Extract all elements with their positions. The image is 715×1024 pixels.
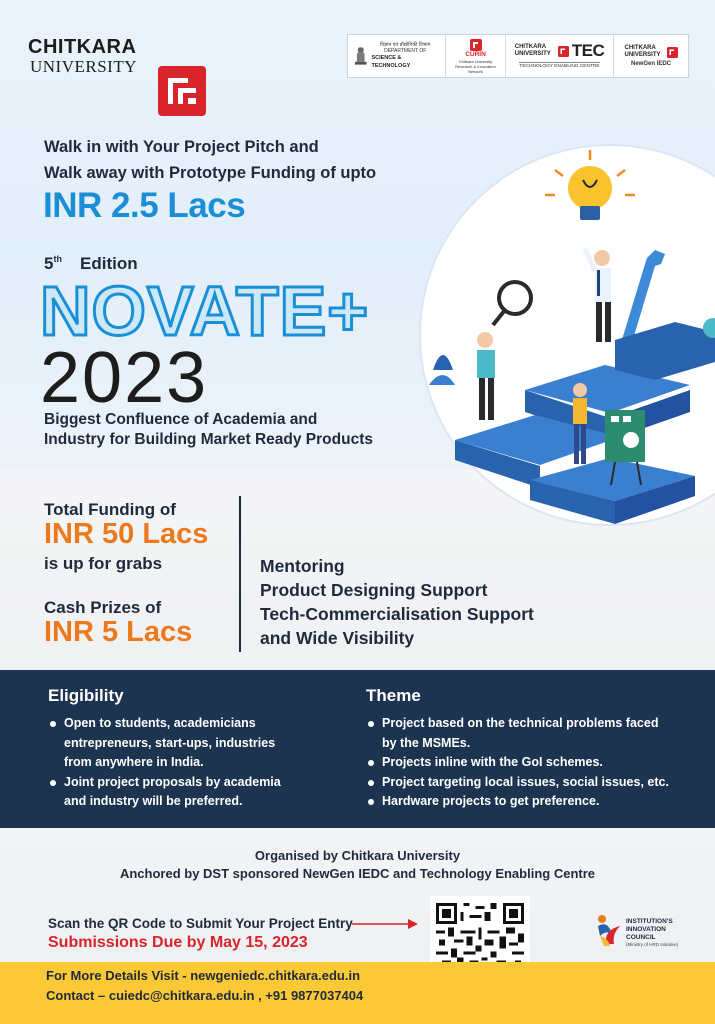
eligibility-list: [48, 714, 338, 812]
brand-sub: UNIVERSITY: [30, 57, 137, 76]
scan-instruction: Scan the QR Code to Submit Your Project Entry: [48, 916, 353, 931]
iedc-mark-icon: [667, 47, 678, 58]
eligibility-item: Open to students, academicians entrepreneurs, start-ups, industries from anywhere in India.: [48, 714, 338, 773]
eligibility-heading: Eligibility: [48, 686, 124, 705]
organiser-line2: Anchored by DST sponsored NewGen IEDC and Technology Enabling Centre: [119, 866, 596, 881]
iedc-logo: [614, 35, 688, 77]
theme-heading: Theme: [366, 686, 421, 705]
organiser-line1: Organised by Chitkara University: [254, 848, 461, 863]
section-divider: [239, 496, 241, 652]
tagline-line2: Industry for Building Market Ready Products: [44, 431, 373, 448]
tec-mark: TEC: [571, 41, 605, 60]
total-funding-label: Total Funding of: [44, 500, 176, 519]
headline-line2: Walk away with Prototype Funding of upto: [44, 164, 377, 182]
dst-logo: [348, 35, 446, 77]
curin-title: CURIN: [465, 50, 486, 58]
benefit-item: Tech-Commercialisation Support: [260, 604, 534, 624]
submission-deadline: Submissions Due by May 15, 2023: [48, 934, 308, 951]
dst-line2: DEPARTMENT OF: [384, 48, 427, 54]
theme-item: Hardware projects to get preference.: [366, 792, 706, 812]
contact-info[interactable]: Contact – cuiedc@chitkara.edu.in , +91 9877037404: [46, 988, 364, 1003]
iic-title: INSTITUTION'S INNOVATION COUNCIL: [626, 918, 673, 941]
iic-sub: (Ministry of HRD Initiative): [626, 942, 679, 947]
prototype-funding-amount: INR 2.5 Lacs: [43, 186, 246, 225]
tec-sub: TECHNOLOGY ENABLING CENTRE: [519, 64, 600, 69]
tec-uni: CHITKARA UNIVERSITY: [514, 44, 551, 57]
total-funding-amount: INR 50 Lacs: [44, 518, 209, 550]
curin-logo: [446, 35, 506, 77]
dst-hindi: विज्ञान एवं प्रौद्योगिकी विभाग: [379, 42, 431, 48]
arrow-right-icon: [352, 918, 418, 930]
edition-label: Edition: [80, 254, 138, 273]
chitkara-logo: [28, 36, 137, 76]
benefit-item: and Wide Visibility: [260, 628, 415, 648]
theme-item: Project targeting local issues, social issues, etc.: [366, 773, 706, 793]
tagline-line1: Biggest Confluence of Academia and: [44, 411, 318, 428]
emblem-icon: [354, 45, 367, 67]
iedc-sub: NewGen IEDC: [630, 61, 671, 67]
theme-list: [366, 714, 706, 812]
headline-line1: Walk in with Your Project Pitch and: [44, 138, 319, 156]
iic-mark-icon: [596, 914, 624, 948]
dst-line3: SCIENCE & TECHNOLOGY: [371, 55, 411, 69]
chitkara-mark-icon: [158, 66, 206, 116]
brand-name: CHITKARA: [28, 36, 137, 58]
curin-mark-icon: [470, 39, 482, 51]
benefit-item: Mentoring: [260, 556, 345, 576]
theme-item: Projects inline with the GoI schemes.: [366, 753, 706, 773]
partner-logos: [347, 34, 689, 78]
curin-sub: Chitkara University Research & Innovation Network: [455, 58, 496, 74]
benefits-list: [260, 554, 534, 650]
event-year: 2023: [40, 338, 209, 418]
edition-number: 5th: [44, 254, 62, 273]
tec-mark-icon: [558, 46, 569, 57]
tec-logo: [506, 35, 614, 77]
cash-prize-amount: INR 5 Lacs: [44, 616, 193, 648]
iic-logo: [596, 914, 686, 964]
eligibility-item: Joint project proposals by academia and industry will be preferred.: [48, 773, 338, 812]
total-funding-suffix: is up for grabs: [44, 554, 163, 573]
event-title: NOVATE+: [40, 272, 370, 350]
benefit-item: Product Designing Support: [260, 580, 488, 600]
details-link[interactable]: For More Details Visit - newgeniedc.chitkara.edu.in: [46, 968, 361, 983]
innovation-illustration: [415, 140, 715, 540]
iedc-uni: CHITKARA UNIVERSITY: [624, 45, 661, 58]
theme-item: Project based on the technical problems faced by the MSMEs.: [366, 714, 706, 753]
cash-prize-label: Cash Prizes of: [44, 598, 162, 617]
